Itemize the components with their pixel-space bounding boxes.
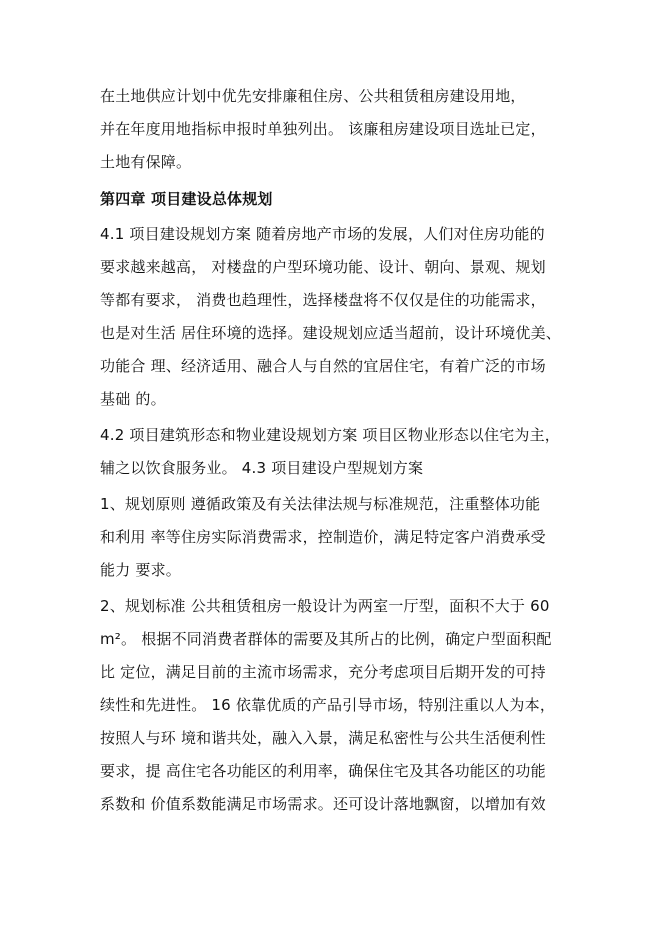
paragraph-line-11: 辅之以饮食服务业。 4.3 项目建设户型规划方案 bbox=[100, 459, 424, 477]
paragraph-line-10: 4.2 项目建筑形态和物业建设规划方案 项目区物业形态以住宅为主， bbox=[100, 426, 560, 444]
paragraph-line-4: 4.1 项目建设规划方案 随着房地产市场的发展，人们对住房功能的 bbox=[100, 225, 545, 243]
paragraph-line-15: 2、规划标准 公共租赁租房一般设计为两室一厅型，面积不大于 60 bbox=[100, 597, 550, 615]
paragraph-line-12: 1、规划原则 遵循政策及有关法律法规与标准规范，注重整体功能 bbox=[100, 495, 541, 513]
paragraph-line-21: 系数和 价值系数能满足市场需求。还可设计落地飘窗，以增加有效 bbox=[100, 795, 546, 813]
paragraph-line-3: 土地有保障。 bbox=[100, 153, 192, 171]
paragraph-line-2: 并在年度用地指标申报时单独列出。 该廉租房建设项目选址已定， bbox=[100, 120, 546, 138]
paragraph-line-16: m²。 根据不同消费者群体的需要及其所占的比例，确定户型面积配 bbox=[100, 630, 552, 648]
paragraph-line-1: 在土地供应计划中优先安排廉租住房、公共租赁租房建设用地， bbox=[100, 87, 526, 105]
paragraph-line-9: 基础 的。 bbox=[100, 390, 166, 408]
paragraph-line-8: 功能合 理、经济适用、融合人与自然的宜居住宅，有着广泛的市场 bbox=[100, 357, 546, 375]
paragraph-line-5: 要求越来越高， 对楼盘的户型环境功能、设计、朝向、景观、规划 bbox=[100, 258, 546, 276]
chapter-heading: 第四章 项目建设总体规划 bbox=[100, 190, 273, 208]
paragraph-line-18: 续性和先进性。 16 依靠优质的产品引导市场，特别注重以人为本， bbox=[100, 696, 556, 714]
paragraph-line-6: 等都有要求， 消费也趋理性，选择楼盘将不仅仅是住的功能需求， bbox=[100, 291, 546, 309]
paragraph-line-7: 也是对生活 居住环境的选择。建设规划应适当超前，设计环境优美、 bbox=[100, 324, 561, 342]
paragraph-line-20: 要求，提 高住宅各功能区的利用率，确保住宅及其各功能区的功能 bbox=[100, 762, 546, 780]
paragraph-line-14: 能力 要求。 bbox=[100, 561, 181, 579]
paragraph-line-13: 和利用 率等住房实际消费需求，控制造价，满足特定客户消费承受 bbox=[100, 528, 546, 546]
paragraph-line-17: 比 定位，满足目前的主流市场需求，充分考虑项目后期开发的可持 bbox=[100, 663, 546, 681]
paragraph-line-19: 按照人与环 境和谐共处，融入入景，满足私密性与公共生活便利性 bbox=[100, 729, 546, 747]
